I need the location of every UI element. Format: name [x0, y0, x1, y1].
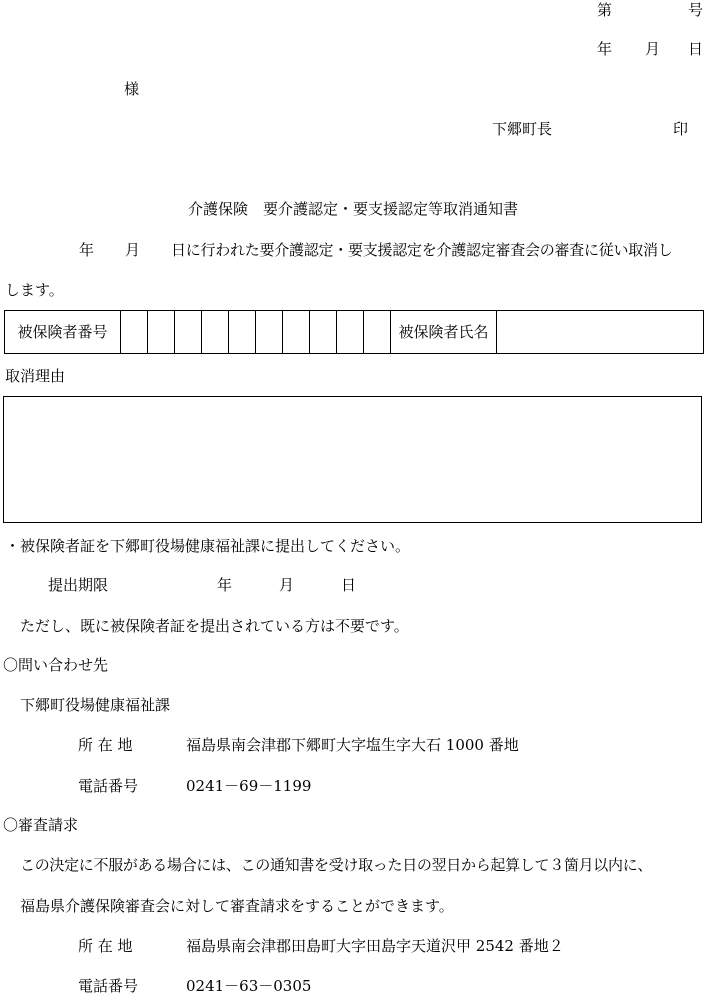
- insured-number-digit-box[interactable]: [148, 311, 175, 354]
- intro-text-line1: 日に行われた要介護認定・要支援認定を介護認定審査会の審査に従い取消し: [171, 241, 673, 259]
- inquiry-department: 下郷町役場健康福祉課: [20, 696, 171, 714]
- inquiry-phone: 0241－69－1199: [186, 777, 312, 795]
- insured-number-digit-box[interactable]: [283, 311, 310, 354]
- insured-number-digit-box[interactable]: [175, 311, 202, 354]
- reason-label: 取消理由: [5, 367, 66, 385]
- seal-mark: 印: [673, 120, 689, 138]
- insured-number-digit-box[interactable]: [229, 311, 256, 354]
- review-text-line2: 福島県介護保険審査会に対して審査請求をすることができます。: [20, 897, 454, 915]
- insured-number-digit-box[interactable]: [364, 311, 391, 354]
- reason-box[interactable]: [3, 396, 702, 523]
- insured-number-digit-box[interactable]: [256, 311, 283, 354]
- review-text-line1: この決定に不服がある場合には、この通知書を受け取った日の翌日から起算して３箇月以内に、: [20, 856, 653, 874]
- insured-number-digit-box[interactable]: [121, 311, 148, 354]
- deadline-day-label: 日: [341, 576, 357, 594]
- intro-year-label: 年: [79, 241, 95, 259]
- insured-name-label: 被保険者氏名: [391, 311, 497, 354]
- number-dai-label: 第: [597, 1, 613, 19]
- review-phone-label: 電話番号: [78, 977, 139, 995]
- review-phone: 0241－63－0305: [186, 977, 312, 995]
- inquiry-heading: 〇問い合わせ先: [3, 656, 109, 674]
- issuer-name: 下郷町長: [492, 120, 553, 138]
- intro-month-label: 月: [125, 241, 141, 259]
- insured-info-table: [4, 310, 704, 354]
- insured-name-field[interactable]: [497, 311, 704, 354]
- submission-notice: ・被保険者証を下郷町役場健康福祉課に提出してください。: [5, 537, 411, 555]
- insured-number-digit-box[interactable]: [202, 311, 229, 354]
- deadline-year-label: 年: [217, 576, 233, 594]
- date-month-label: 月: [645, 40, 661, 58]
- review-address-label: 所 在 地: [78, 937, 133, 955]
- recipient-suffix: 様: [124, 80, 140, 98]
- date-day-label: 日: [688, 40, 704, 58]
- deadline-month-label: 月: [279, 576, 295, 594]
- insured-number-label: 被保険者番号: [5, 311, 121, 354]
- review-heading: 〇審査請求: [3, 816, 79, 834]
- deadline-label: 提出期限: [48, 576, 109, 594]
- insured-number-digit-box[interactable]: [310, 311, 337, 354]
- inquiry-address-label: 所 在 地: [78, 736, 133, 754]
- document-title: 介護保険 要介護認定・要支援認定等取消通知書: [187, 200, 518, 218]
- date-year-label: 年: [597, 40, 613, 58]
- review-address: 福島県南会津郡田島町大字田島字天道沢甲 2542 番地２: [186, 937, 564, 955]
- number-go-label: 号: [688, 1, 704, 19]
- insured-number-digit-box[interactable]: [337, 311, 364, 354]
- submission-exemption-note: ただし、既に被保険者証を提出されている方は不要です。: [20, 617, 409, 635]
- intro-text-line2: します。: [5, 281, 64, 299]
- inquiry-phone-label: 電話番号: [78, 777, 139, 795]
- inquiry-address: 福島県南会津郡下郷町大字塩生字大石 1000 番地: [186, 736, 519, 754]
